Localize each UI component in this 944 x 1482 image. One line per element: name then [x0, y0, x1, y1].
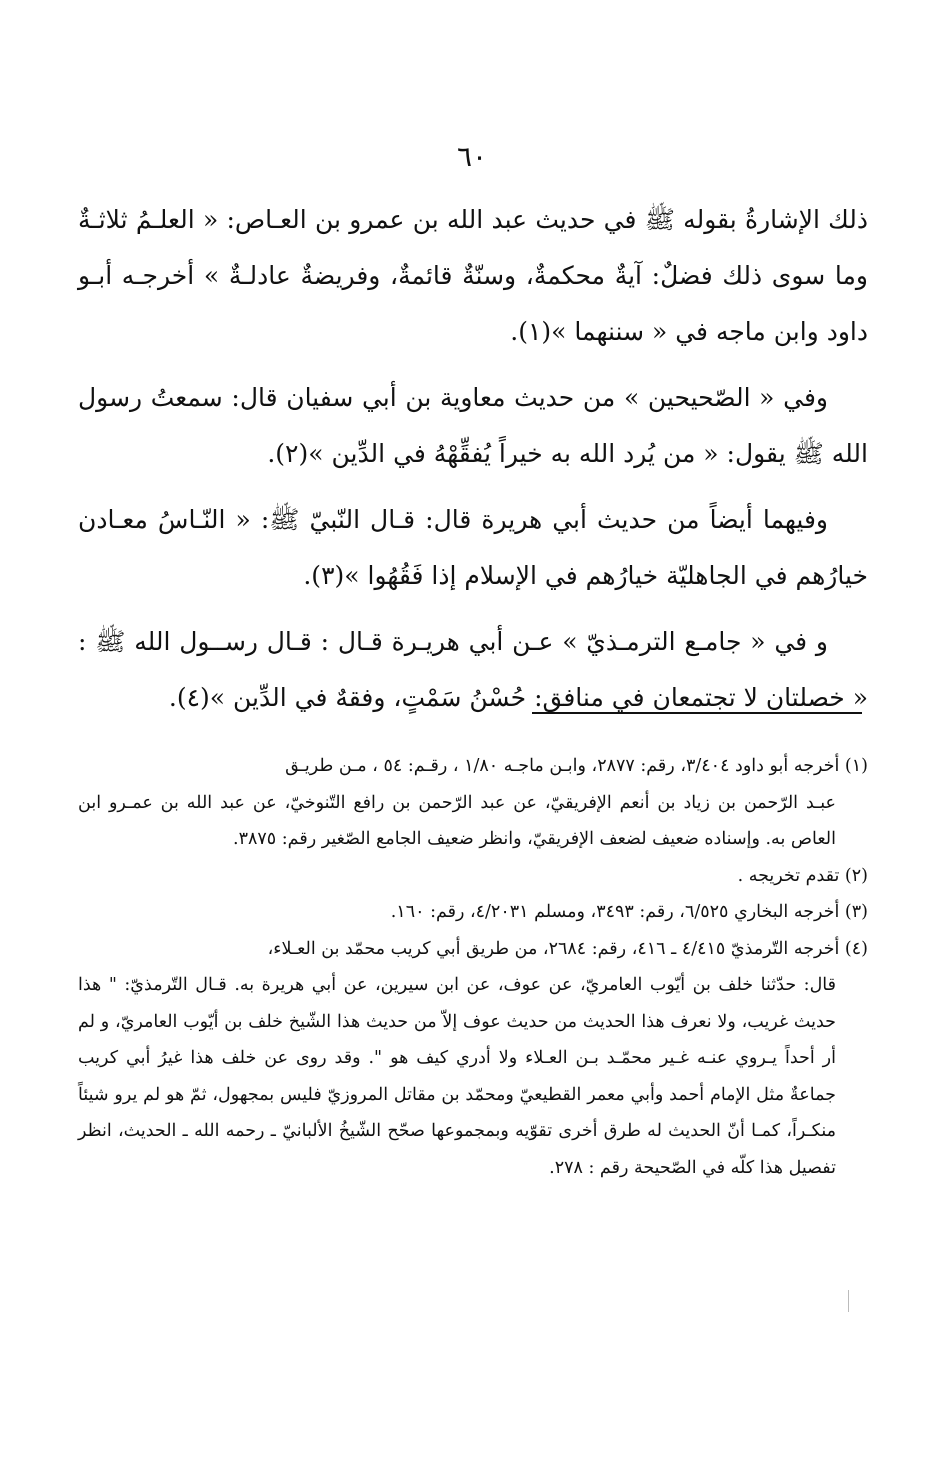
footnote-separator — [532, 712, 862, 714]
margin-mark — [848, 1290, 849, 1312]
main-paragraph: ذلك الإشارةُ بقوله ﷺ في حديث عبد الله بن عمرو بن العـاص: « العلـمُ ثلاثـةٌ وما سوى ذلك فضلٌ: آيةٌ محكمةٌ، وسنّةٌ قائمةٌ، وفريضةٌ عادلـةٌ » أخرجـه أبـو داود وابن ماجه في « سننهما »(١). — [78, 205, 868, 346]
main-paragraph: وفيهما أيضاً من حديث أبي هريرة قال: قـال النّبيّ ﷺ: « النّـاسُ معـادن خيارُهم في الجاهليّة خيارُهم في الإسلام إذا فَقُهُوا »(٣). — [78, 505, 868, 590]
footnote-1-continuation: عبـد الرّحمن بن زياد بن أنعم الإفريقيّ، عن عبد الرّحمن بن رافع التّنوخيّ، عن عبد الله بن عمـرو ابن العاص به. وإسناده ضعيف لضعف الإفريقيّ، وانظر ضعيف الجامع الصّغير رقم: ٣٨٧٥. — [78, 792, 836, 849]
footnote-3: (٣) أخرجه البخاري ٦/٥٢٥، رقم: ٣٤٩٣، ومسلم ٤/٢٠٣١، رقم: ١٦٠. — [390, 902, 868, 922]
page-number: ٦٠ — [456, 140, 488, 173]
main-paragraph: و في « جامـع الترمـذيّ » عـن أبي هريـرة قـال : قـال رســول الله ﷺ : « خصلتان لا تجتمعان في منافق: حُسْنُ سَمْتٍ، وفقهٌ في الدِّين »(٤). — [78, 627, 868, 712]
footnote-4: (٤) أخرجه التّرمذيّ ٤/٤١٥ ـ ٤١٦، رقم: ٢٦٨٤، من طريق أبي كريب محمّد بن العـلاء، — [267, 938, 868, 959]
footnote-4-continuation: قال: حدّثنا خلف بن أيّوب العامريّ، عن عوف، عن ابن سيرين، عن أبي هريرة به. قـال التّرمذيّ: " هذا حديث غريب، ولا نعرف هذا الحديث من حديث عوف إلاّ من حديث هذا الشّيخ خلف بن أيّوب العامريّ، و لم أر أحداً يـروي عنـه غـير محمّـد بـن العـلاء ولا أدري كيف هو ". وقد روى عن خلف هذا غيرُ أبي كريب جماعةٌ مثل الإمام أحمد وأبي معمر القطيعيّ ومحمّد بن مقاتل المروزيّ فليس بمجهول، ثمّ هو لم يرو شيئاً منكـراً، كمـا أنّ الحديث له طرق أخرى تقوّيه وبمجموعها صحّح الشّيخُ الألبانيّ ـ رحمه الله ـ الحديث، انظر تفصيل هذا كلّه في الصّحيحة رقم : ٢٧٨. — [78, 975, 836, 1178]
footnote-1: (١) أخرجه أبو داود ٣/٤٠٤، رقم: ٢٨٧٧، وابـن ماجـه ١/٨٠ ، رقـم: ٥٤ ، مـن طريـق — [285, 756, 868, 776]
footnote-2: (٢) تقدم تخريجه . — [737, 865, 868, 886]
footnotes-section — [78, 748, 868, 1186]
main-text-body — [78, 192, 868, 736]
main-paragraph: وفي « الصّحيحين » من حديث معاوية بن أبي سفيان قال: سمعتُ رسول الله ﷺ يقول: « من يُرد الله به خيراً يُفقِّهْهُ في الدِّين »(٢). — [78, 383, 868, 468]
